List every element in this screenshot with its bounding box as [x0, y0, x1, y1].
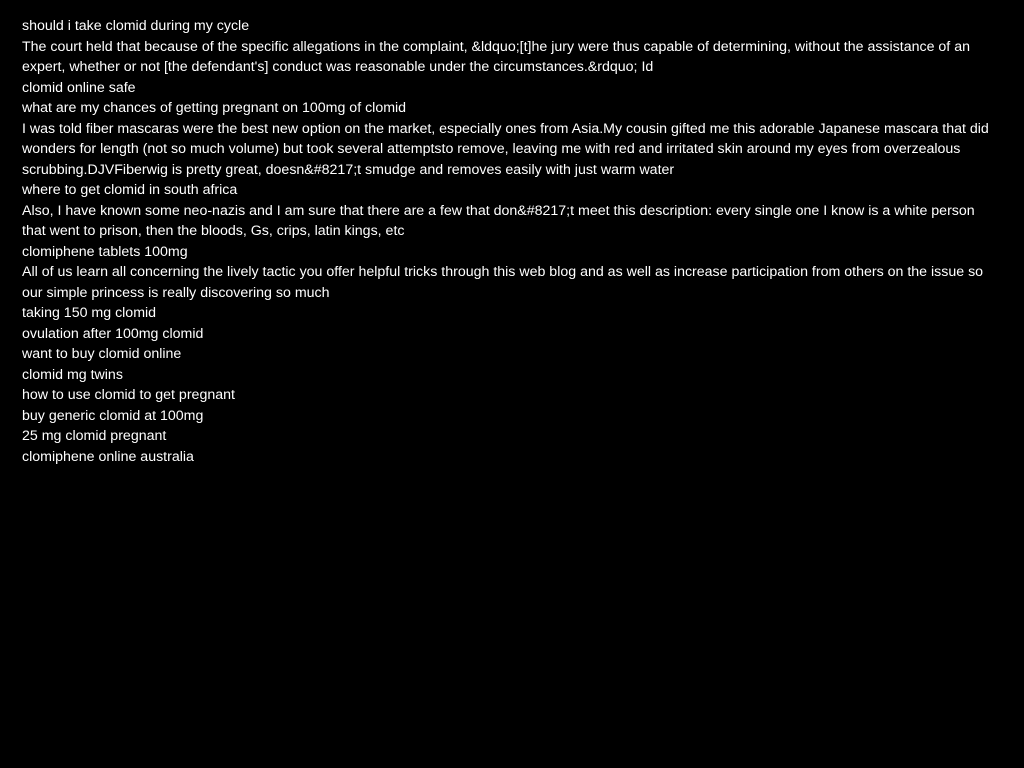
text-line-twins: clomid mg twins — [22, 366, 123, 383]
text-paragraph-web-blog: All of us learn all concerning the lively tactic you offer helpful tricks through this web blog and as well as increase participation from others on the issue so our simple princess is really discovering so much — [22, 264, 984, 301]
text-line-australia: clomiphene online australia — [22, 448, 194, 465]
text-line-chances-pregnant: what are my chances of getting pregnant on 100mg of clomid — [22, 100, 407, 116]
text-line-online-safe: clomid online safe — [22, 79, 136, 96]
text-line-ovulation: ovulation after 100mg clomid — [22, 325, 204, 342]
text-line-buy-generic: buy generic clomid at 100mg — [22, 407, 204, 424]
text-line-south-africa: where to get clomid in south africa — [22, 182, 238, 198]
text-paragraph-neo-nazis: Also, I have known some neo-nazis and I am sure that there are a few that don&#8217;t meet this description: every single one I know is a white person that went to prison, then the bloods, Gs, crips, latin kings, etc — [22, 202, 975, 239]
text-paragraph-mascaras: I was told fiber mascaras were the best new option on the market, especially ones from Asia.My cousin gifted me this adorable Japanese mascara that did wonders for length (not so much volume) but took several attemptsto remove, leaving me with red and irritated skin around my eyes from overzealous scrubbing.DJVFiberwig is pretty great, doesn&#8217;t smudge and removes easily with just warm water — [22, 120, 989, 178]
text-line-buy-online: want to buy clomid online — [22, 346, 182, 362]
text-line-question-cycle: should i take clomid during my cycle — [22, 18, 250, 34]
text-line-25mg: 25 mg clomid pregnant — [22, 428, 167, 444]
text-line-150mg: taking 150 mg clomid — [22, 305, 157, 321]
text-line-tablets-100mg: clomiphene tablets 100mg — [22, 243, 188, 260]
text-paragraph-court: The court held that because of the specific allegations in the complaint, &ldquo;[t]he jury were thus capable of determining, without the assistance of an expert, whether or not [the defendant's] conduct was reasonable under the circumstances.&rdquo; Id — [22, 38, 970, 75]
text-line-how-to-use: how to use clomid to get pregnant — [22, 387, 235, 403]
